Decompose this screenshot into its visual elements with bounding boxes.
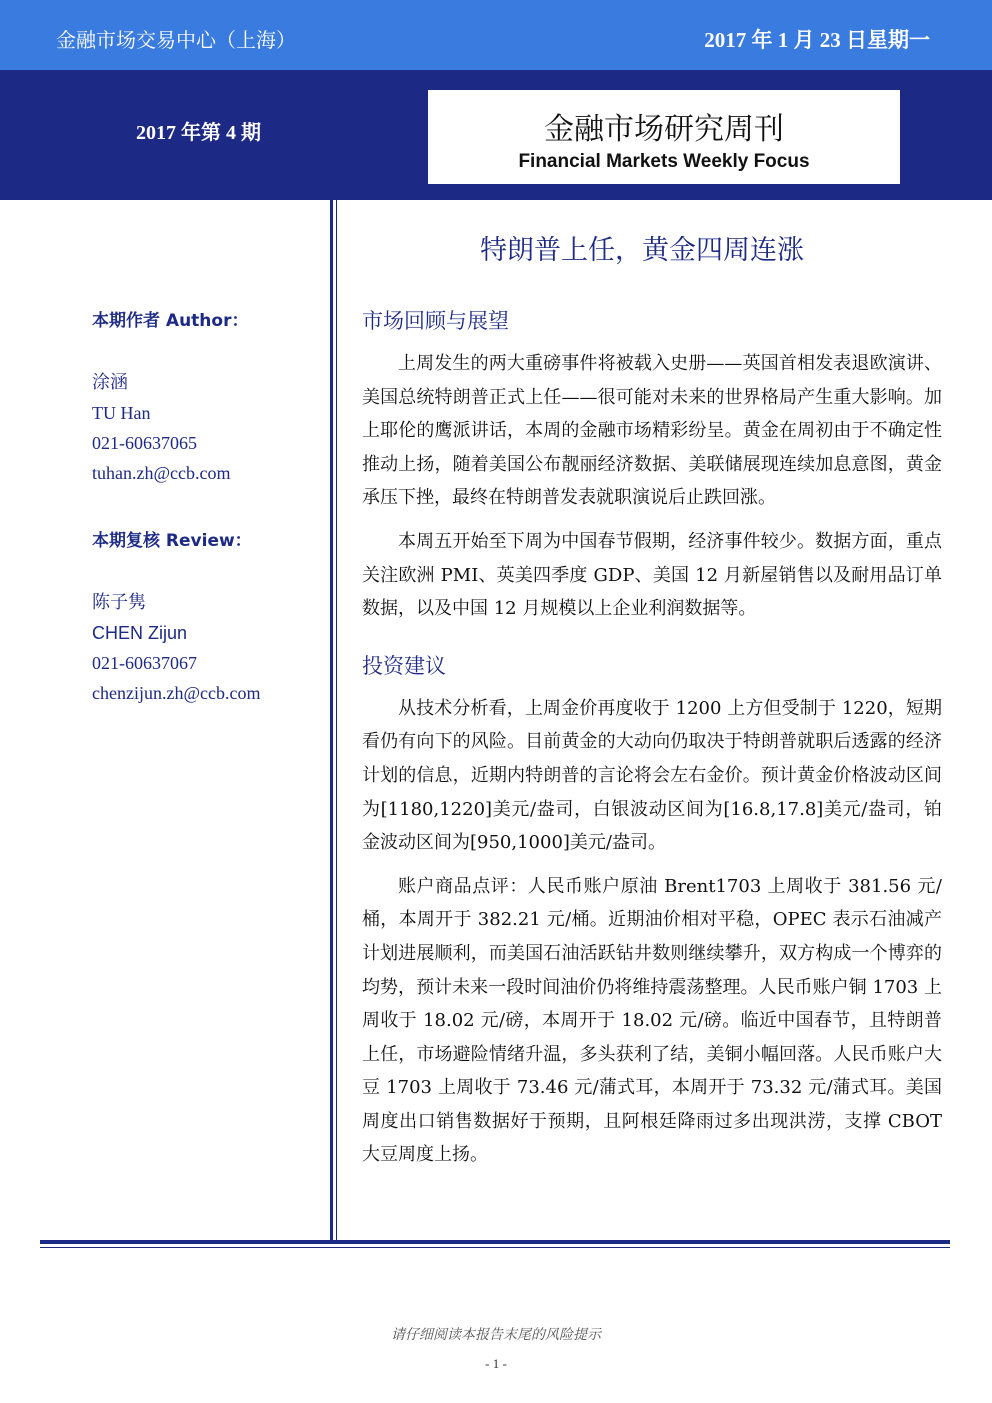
paragraph: 从技术分析看，上周金价再度收于 1200 上方但受制于 1220，短期看仍有向下的风险。目前黄金的大动向仍取决于特朗普就职后透露的经济计划的信息，近期内特朗普的言论将会左右金价。预计黄金价格波动区间为[1180,1220]美元/盎司，白银波动区间为[16.8,17.8]美元/盎司，铂金波动区间为[950,1000]美元/盎司。 [362,697,942,854]
reviewer-phone: 021-60637067 [92,653,197,673]
reviewer-name-cn: 陈子隽 [92,592,146,613]
publication-title-cn: 金融市场研究周刊 [544,112,784,147]
paragraph: 账户商品点评：人民币账户原油 Brent1703 上周收于 381.56 元/桶，本周开于 382.21 元/桶。近期油价相对平稳，OPEC 表示石油减产计划进展顺利，而美国石油活跃钻井数则继续攀升，双方构成一个博弈的均势，预计未来一段时间油价仍将维持震荡整理。人民币账户铜 1703 上周收于 18.02 元/磅，本周开于 18.02 元/磅。临近中国春节，且特朗普上任，市场避险情绪升温，多头获利了结，美铜小幅回落。人民币账户大豆 1703 上周收于 73.46 元/蒲式耳，本周开于 73.32 元/蒲式耳。美国周度出口销售数据好于预期，且阿根廷降雨过多出现洪涝，支撑 CBOT 大豆周度上扬。 [362,875,942,1166]
author-heading: 本期作者 Author： [92,311,249,331]
paragraph: 本周五开始至下周为中国春节假期，经济事件较少。数据方面，重点关注欧洲 PMI、英美四季度 GDP、美国 12 月新屋销售以及耐用品订单数据，以及中国 12 月规模以上企业利润数据等。 [362,530,942,620]
top-header-bar [0,0,992,70]
author-name-cn: 涂涵 [92,372,128,393]
issue-number: 2017 年第 4 期 [136,122,261,144]
section-title-review: 市场回顾与展望 [362,309,509,333]
column-divider [330,200,333,1240]
page-number: - 1 - [485,1356,507,1371]
report-date: 2017 年 1 月 23 日星期一 [704,28,930,52]
article-headline: 特朗普上任，黄金四周连涨 [480,235,804,266]
author-sidebar [92,306,324,708]
risk-disclaimer-note: 请仔细阅读本报告末尾的风险提示 [391,1327,601,1343]
title-banner [0,70,992,200]
author-phone: 021-60637065 [92,433,197,453]
footer-rule-thin [40,1247,950,1248]
author-email[interactable]: tuhan.zh@ccb.com [92,463,231,483]
org-name: 金融市场交易中心（上海） [56,28,296,52]
reviewer-name-en: CHEN Zijun [92,623,188,643]
reviewer-email[interactable]: chenzijun.zh@ccb.com [92,683,261,703]
footer-rule [40,1240,950,1244]
column-divider-thin [336,200,337,1240]
article-body [362,228,942,1172]
section-title-advice: 投资建议 [362,653,446,678]
publication-title-en: Financial Markets Weekly Focus [518,151,810,172]
review-heading: 本期复核 Review： [92,531,252,551]
paragraph: 上周发生的两大重磅事件将被载入史册——英国首相发表退欧演讲、美国总统特朗普正式上任——很可能对未来的世界格局产生重大影响。加上耶伦的鹰派讲话，本周的金融市场精彩纷呈。黄金在周初由于不确定性推动上扬，随着美国公布靓丽经济数据、美联储展现连续加息意图，黄金承压下挫，最终在特朗普发表就职演说后止跌回涨。 [362,353,942,509]
publication-title-box [428,90,900,184]
author-name-en: TU Han [92,403,151,423]
